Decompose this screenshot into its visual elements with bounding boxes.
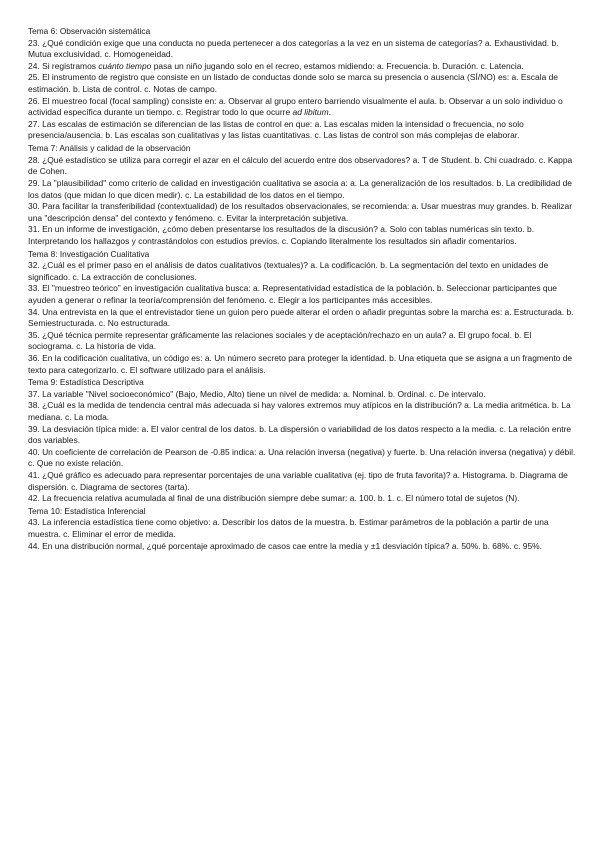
question-paragraph	[28, 61, 576, 73]
question-paragraph	[28, 96, 576, 119]
question-paragraph: 28. ¿Qué estadístico se utiliza para corregir el azar en el cálculo del acuerdo entre dos observadores? a. T de Student. b. Chi cuadrado. c. Kappa de Cohen.	[28, 154, 573, 177]
section-heading: Tema 8: Investigación Cualitativa	[28, 248, 150, 259]
question-paragraph: 30. Para facilitar la transferibilidad (contextualidad) de los resultados observacionales, se recomienda: a. Usar muestras muy grandes. b. Realizar una "descripción densa" del contexto y fenómeno. c. Evitar la interpretación subjetiva.	[28, 201, 573, 223]
question-paragraph: 35. ¿Qué técnica permite representar gráficamente las relaciones sociales y de aceptación/rechazo en un aula? a. El grupo focal. b. El sociograma. c. La historia de vida.	[28, 329, 532, 352]
question-paragraph: 36. En la codificación cualitativa, un código es: a. Un número secreto para proteger la identidad. b. Una etiqueta que se asigna a un fragmento de texto para categorizarlo. c. El software utilizado para el análisis.	[28, 352, 573, 375]
section-heading: Tema 7: Análisis y calidad de la observación	[28, 143, 191, 154]
question-paragraph: 23. ¿Qué condición exige que una conducta no pueda pertenecer a dos categorías a la vez en un sistema de categorías? a. Exhaustividad. b. Mutua exclusividad. c. Homogeneidad.	[28, 37, 559, 60]
question-paragraph: 31. En un informe de investigación, ¿cómo deben presentarse los resultados de la discusión? a. Solo con tablas numéricas sin texto. b. Interpretando los hallazgos y contrastándolos con estudios previos. c. Copiando literalmente los resultados sin añadir comentarios.	[28, 224, 535, 246]
section-heading: Tema 6: Observación sistemática	[28, 26, 151, 36]
section-heading: Tema 10: Estadística Inferencial	[28, 505, 146, 516]
section-heading: Tema 9: Estadística Descriptiva	[28, 377, 144, 388]
question-paragraph: 38. ¿Cuál es la medida de tendencia central más adecuada si hay valores extremos muy atípicos en la distribución? a. La media aritmética. b. La mediana. c. La moda.	[28, 400, 571, 423]
question-text: .	[328, 107, 332, 118]
question-paragraph: 44. En una distribución normal, ¿qué porcentaje aproximado de casos cae entre la media y ±1 desviación típica? a. 50%. b. 68%. c. 95%.	[28, 540, 542, 551]
question-paragraph: 39. La desviación típica mide: a. El valor central de los datos. b. La dispersión o variabilidad de los datos respecto a la media. c. La relación entre dos variables.	[28, 423, 572, 446]
italic-term: cuánto tiempo	[98, 60, 152, 71]
document-page	[28, 25, 576, 552]
question-paragraph: 37. La variable "Nivel socioeconómico" (Bajo, Medio, Alto) tiene un nivel de medida: a. Nominal. b. Ordinal. c. De intervalo.	[28, 388, 486, 399]
question-text: 26. El muestreo focal (focal sampling) consiste en: a. Observar al grupo entero barriendo visualmente el aula. b. Observar a un solo individuo o actividad específica durante un tiempo. c. Registrar todo lo que ocurre	[28, 95, 563, 118]
question-paragraph: 41. ¿Qué gráfico es adecuado para representar porcentajes de una variable cualitativa (ej. tipo de fruta favorita)? a. Histograma. b. Diagrama de dispersión. c. Diagrama de sectores (tarta).	[28, 470, 568, 492]
question-paragraph: 25. El instrumento de registro que consiste en un listado de conductas donde solo se marca su presencia o ausencia (SÍ/NO) es: a. Escala de estimación. b. Lista de control. c. Notas de campo.	[28, 72, 558, 95]
question-text: pasa un niño jugando solo en el recreo, estamos midiendo: a. Frecuencia. b. Duración. c. Latencia.	[151, 60, 524, 71]
question-paragraph: 27. Las escalas de estimación se diferencian de las listas de control en que: a. Las escalas miden la intensidad o frecuencia, no solo presencia/ausencia. b. Las escalas son cualitativas y las listas cuantitativas. c. Las listas de control son más complejas de elaborar.	[28, 118, 524, 141]
question-paragraph: 29. La "plausibilidad" como criterio de calidad en investigación cualitativa se asocia a: a. La generalización de los resultados. b. La credibilidad de los datos (que midan lo que dicen medir). c. La estabilidad de los datos en el tiempo.	[28, 177, 572, 200]
question-text: 24. Si registramos	[28, 60, 99, 71]
question-paragraph: 40. Un coeficiente de correlación de Pearson de -0.85 indica: a. Una relación inversa (negativa) y fuerte. b. Una relación inversa (negativa) y débil. c. Que no existe relación.	[28, 446, 576, 469]
question-paragraph: 33. El "muestreo teórico" en investigación cualitativa busca: a. Representatividad estadística de la población. b. Seleccionar participantes que ayuden a generar o refinar la teoría/comprensión del fenómeno. c. Elegir a los participantes más accesibles.	[28, 283, 557, 305]
question-paragraph: 32. ¿Cuál es el primer paso en el análisis de datos cualitativos (textuales)? a. La codificación. b. La segmentación del texto en unidades de significado. c. La extracción de conclusiones.	[28, 260, 549, 282]
question-paragraph: 43. La inferencia estadística tiene como objetivo: a. Describir los datos de la muestra. b. Estimar parámetros de la población a partir de una muestra. c. Eliminar el error de medida.	[28, 517, 549, 540]
question-paragraph: 42. La frecuencia relativa acumulada al final de una distribución siempre debe sumar: a. 100. b. 1. c. El número total de sujetos (N).	[28, 493, 520, 504]
italic-term: ad libitum	[292, 107, 329, 118]
question-paragraph: 34. Una entrevista en la que el entrevistador tiene un guion pero puede alterar el orden o añadir preguntas sobre la marcha es: a. Estructurada. b. Semiestructurada. c. No estructurada.	[28, 306, 574, 329]
